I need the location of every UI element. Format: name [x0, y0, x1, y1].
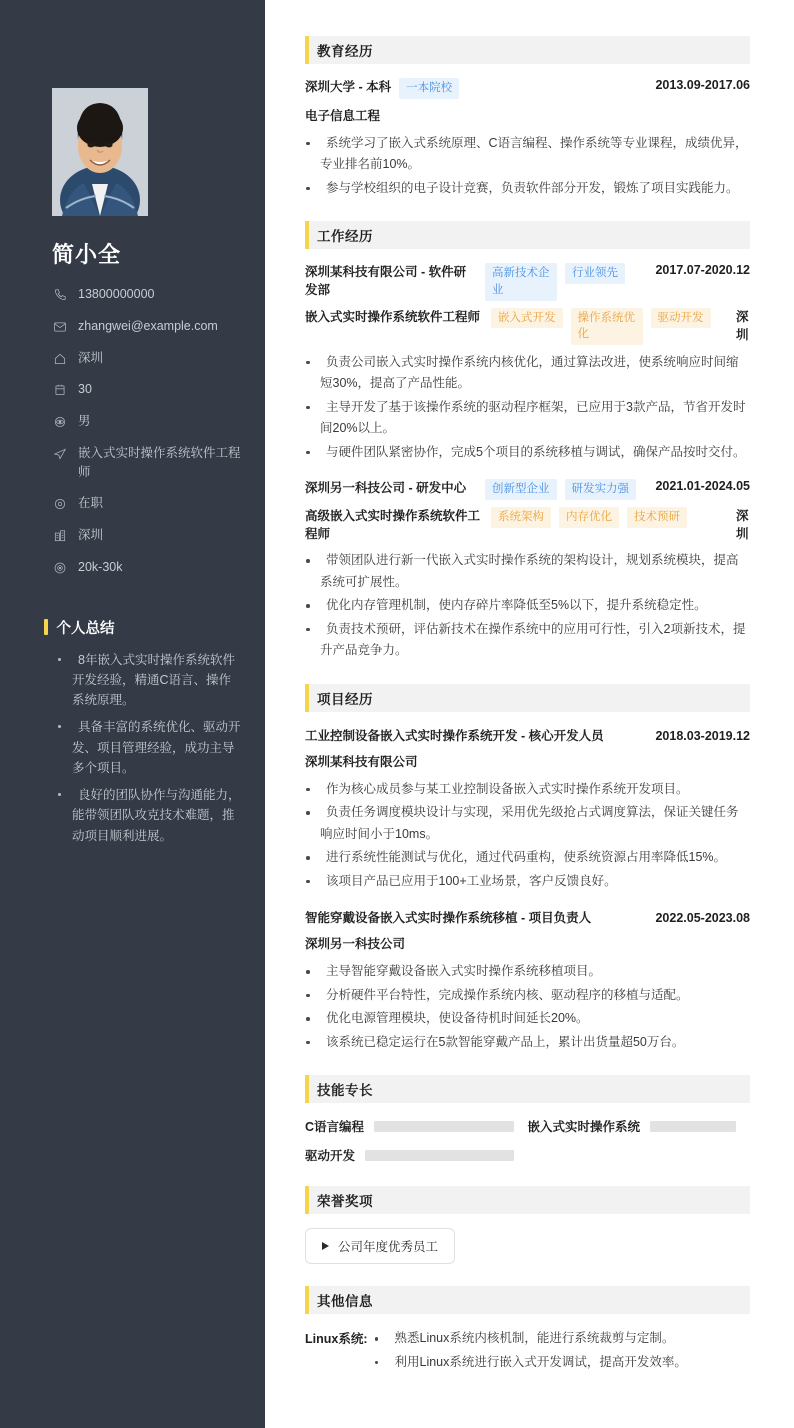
project-bullets	[305, 779, 750, 893]
contact-item-home	[52, 349, 247, 368]
contact-value: 嵌入式实时操作系统软件工程师	[78, 445, 241, 479]
project-entry	[305, 726, 750, 893]
section-header-other-info	[305, 1286, 750, 1314]
work-bullets	[305, 352, 750, 464]
section-education	[305, 36, 750, 199]
send-icon	[52, 446, 68, 462]
list-item: 主导开发了基于该操作系统的驱动程序框架，已应用于3款产品，节省开发时间20%以上。	[305, 397, 750, 440]
list-item: 分析硬件平台特性，完成操作系统内核、驱动程序的移植与适配。	[305, 985, 750, 1007]
project-header-row	[305, 908, 750, 926]
status-badge: 一本院校	[399, 78, 459, 99]
education-entry	[305, 78, 750, 199]
list-item: 带领团队进行新一代嵌入式实时操作系统的架构设计，规划系统模块，提高系统可扩展性。	[305, 550, 750, 593]
status-badge: 行业领先	[565, 263, 625, 284]
contact-value: 20k-30k	[78, 559, 123, 574]
project-company: 深圳另一科技公司	[305, 937, 406, 952]
position-tags	[491, 308, 728, 345]
status-badge: 技术预研	[627, 507, 687, 528]
project-name: 智能穿戴设备嵌入式实时操作系统移植 - 项目负责人	[305, 911, 592, 926]
contact-item-status	[52, 494, 247, 513]
salary-icon	[52, 560, 68, 576]
list-item: 优化电源管理模块，使设备待机时间延长20%。	[305, 1008, 750, 1030]
project-date: 2018.03-2019.12	[655, 728, 750, 743]
honor-label: 公司年度优秀员工	[338, 1240, 439, 1255]
portrait-photo-icon	[52, 88, 148, 216]
school-tags	[399, 78, 641, 99]
contact-item-salary	[52, 558, 247, 577]
contact-value: 男	[78, 414, 91, 428]
other-info-bullets	[374, 1328, 751, 1375]
project-entry	[305, 908, 750, 1053]
gender-icon	[52, 414, 68, 430]
skill-progress-track	[374, 1121, 513, 1132]
accent-bar-icon	[44, 619, 48, 635]
contact-item-city	[52, 526, 247, 545]
list-item: 利用Linux系统进行嵌入式开发调试，提高开发效率。	[374, 1352, 751, 1374]
status-badge: 嵌入式开发	[491, 308, 563, 329]
contact-item-age	[52, 380, 247, 399]
summary-title	[44, 617, 243, 638]
list-item: 系统学习了嵌入式系统原理、C语言编程、操作系统等专业课程，成绩优异，专业排名前10%。	[305, 133, 750, 176]
status-badge: 系统架构	[491, 507, 551, 528]
work-location: 深圳	[736, 509, 749, 542]
sidebar	[0, 0, 265, 1428]
city-icon	[52, 528, 68, 544]
contact-value: 13800000000	[78, 287, 155, 301]
skill-label: 驱动开发	[305, 1149, 356, 1164]
skill-label: C语言编程	[305, 1120, 365, 1135]
skill-label: 嵌入式实时操作系统	[527, 1120, 641, 1135]
list-item: 良好的团队协作与沟通能力，能带领团队攻克技术难题，推动项目顺利进展。	[54, 785, 243, 846]
section-other-info	[305, 1286, 750, 1375]
summary-title-label: 个人总结	[56, 620, 115, 637]
section-header-work	[305, 221, 750, 249]
list-item: 与硬件团队紧密协作，完成5个项目的系统移植与调试，确保产品按时交付。	[305, 442, 750, 464]
skill-progress-track	[650, 1121, 736, 1132]
contact-value: 30	[78, 382, 92, 397]
list-item: 负责公司嵌入式实时操作系统内核优化，通过算法改进，使系统响应时间缩短30%，提高了产品性能。	[305, 352, 750, 395]
work-date: 2017.07-2020.12	[655, 263, 750, 278]
skill-item-empty	[528, 1146, 751, 1164]
skills-grid	[305, 1117, 750, 1164]
section-title: 教育经历	[317, 44, 373, 59]
contact-value: 深圳	[78, 528, 104, 542]
section-honors	[305, 1186, 750, 1264]
work-entry	[305, 263, 750, 463]
company-name: 深圳另一科技公司 - 研发中心	[305, 481, 467, 496]
work-company-row	[305, 479, 750, 500]
list-item: 该系统已稳定运行在5款智能穿戴产品上，累计出货量超50万台。	[305, 1032, 750, 1054]
work-location: 深圳	[736, 309, 749, 342]
skill-item	[528, 1117, 751, 1135]
contact-value: 在职	[78, 496, 104, 511]
project-name: 工业控制设备嵌入式实时操作系统开发 - 核心开发人员	[305, 728, 604, 743]
company-name: 深圳某科技有限公司 - 软件研发部	[305, 265, 467, 298]
status-badge: 内存优化	[559, 507, 619, 528]
section-title: 项目经历	[317, 691, 373, 707]
skill-item	[305, 1117, 528, 1135]
skill-progress-track	[365, 1150, 513, 1161]
section-header-projects	[305, 684, 750, 712]
project-date: 2022.05-2023.08	[655, 911, 750, 926]
status-icon	[52, 496, 68, 512]
work-position-row	[305, 308, 750, 345]
phone-icon	[52, 287, 68, 303]
avatar	[52, 88, 148, 216]
section-work	[305, 221, 750, 662]
status-badge: 创新型企业	[485, 479, 557, 500]
list-item: 熟悉Linux系统内核机制，能进行系统裁剪与定制。	[374, 1328, 751, 1350]
project-company: 深圳某科技有限公司	[305, 754, 418, 769]
section-title: 荣誉奖项	[317, 1194, 373, 1210]
position-title: 嵌入式实时操作系统软件工程师	[305, 309, 481, 324]
education-date: 2013.09-2017.06	[655, 78, 750, 92]
home-icon	[52, 351, 68, 367]
list-item: 进行系统性能测试与优化，通过代码重构，使系统资源占用率降低15%。	[305, 847, 750, 869]
position-title: 高级嵌入式实时操作系统软件工程师	[305, 509, 481, 542]
work-entry	[305, 479, 750, 661]
section-header-honors	[305, 1186, 750, 1214]
status-badge: 操作系统优化	[571, 308, 643, 345]
section-header-education	[305, 36, 750, 64]
education-major: 电子信息工程	[305, 108, 381, 123]
work-bullets	[305, 550, 750, 662]
calendar-icon	[52, 382, 68, 398]
mail-icon	[52, 319, 68, 335]
project-bullets	[305, 961, 750, 1053]
contact-item-phone	[52, 285, 247, 304]
project-header-row	[305, 726, 750, 744]
work-position-row	[305, 507, 750, 543]
other-info-row	[305, 1328, 750, 1375]
contact-list	[0, 285, 265, 577]
section-title: 技能专长	[317, 1083, 373, 1099]
list-item: 负责技术预研，评估新技术在操作系统中的应用可行性，引入2项新技术，提升产品竞争力。	[305, 619, 750, 662]
summary-section	[0, 617, 265, 846]
contact-item-gender	[52, 412, 247, 431]
section-skills	[305, 1075, 750, 1164]
skill-item	[305, 1146, 528, 1164]
list-item: 该项目产品已应用于100+工业场景，客户反馈良好。	[305, 871, 750, 893]
list-item: 作为核心成员参与某工业控制设备嵌入式实时操作系统开发项目。	[305, 779, 750, 801]
company-tags	[485, 263, 641, 300]
honor-item-button[interactable]	[305, 1228, 455, 1264]
company-tags	[485, 479, 641, 500]
position-tags	[491, 507, 728, 528]
summary-list	[44, 650, 243, 846]
list-item: 优化内存管理机制，使内存碎片率降低至5%以下，提升系统稳定性。	[305, 595, 750, 617]
education-header-row	[305, 78, 750, 99]
education-bullets	[305, 133, 750, 200]
list-item: 负责任务调度模块设计与实现，采用优先级抢占式调度算法，保证关键任务响应时间小于10ms。	[305, 802, 750, 845]
contact-item-position	[52, 444, 247, 482]
status-badge: 驱动开发	[651, 308, 711, 329]
status-badge: 研发实力强	[565, 479, 637, 500]
work-date: 2021.01-2024.05	[655, 479, 750, 494]
status-badge: 高新技术企业	[485, 263, 557, 300]
work-company-row	[305, 263, 750, 300]
list-item: 具备丰富的系统优化、驱动开发、项目管理经验，成功主导多个项目。	[54, 717, 243, 778]
page-title: 简小全	[52, 242, 122, 267]
contact-item-email	[52, 317, 247, 336]
list-item: 主导智能穿戴设备嵌入式实时操作系统移植项目。	[305, 961, 750, 983]
section-header-skills	[305, 1075, 750, 1103]
honors-list	[305, 1228, 750, 1264]
other-info-key: Linux系统:	[305, 1332, 368, 1347]
play-triangle-icon	[322, 1242, 329, 1250]
section-projects	[305, 684, 750, 1054]
main-content	[265, 0, 794, 1428]
list-item: 8年嵌入式实时操作系统软件开发经验，精通C语言、操作系统原理。	[54, 650, 243, 711]
section-title: 其他信息	[317, 1294, 373, 1310]
school-name: 深圳大学 - 本科	[305, 80, 392, 94]
contact-value: zhangwei@example.com	[78, 318, 218, 333]
list-item: 参与学校组织的电子设计竞赛，负责软件部分开发，锻炼了项目实践能力。	[305, 178, 750, 200]
contact-value: 深圳	[78, 350, 104, 365]
section-title: 工作经历	[317, 229, 373, 245]
